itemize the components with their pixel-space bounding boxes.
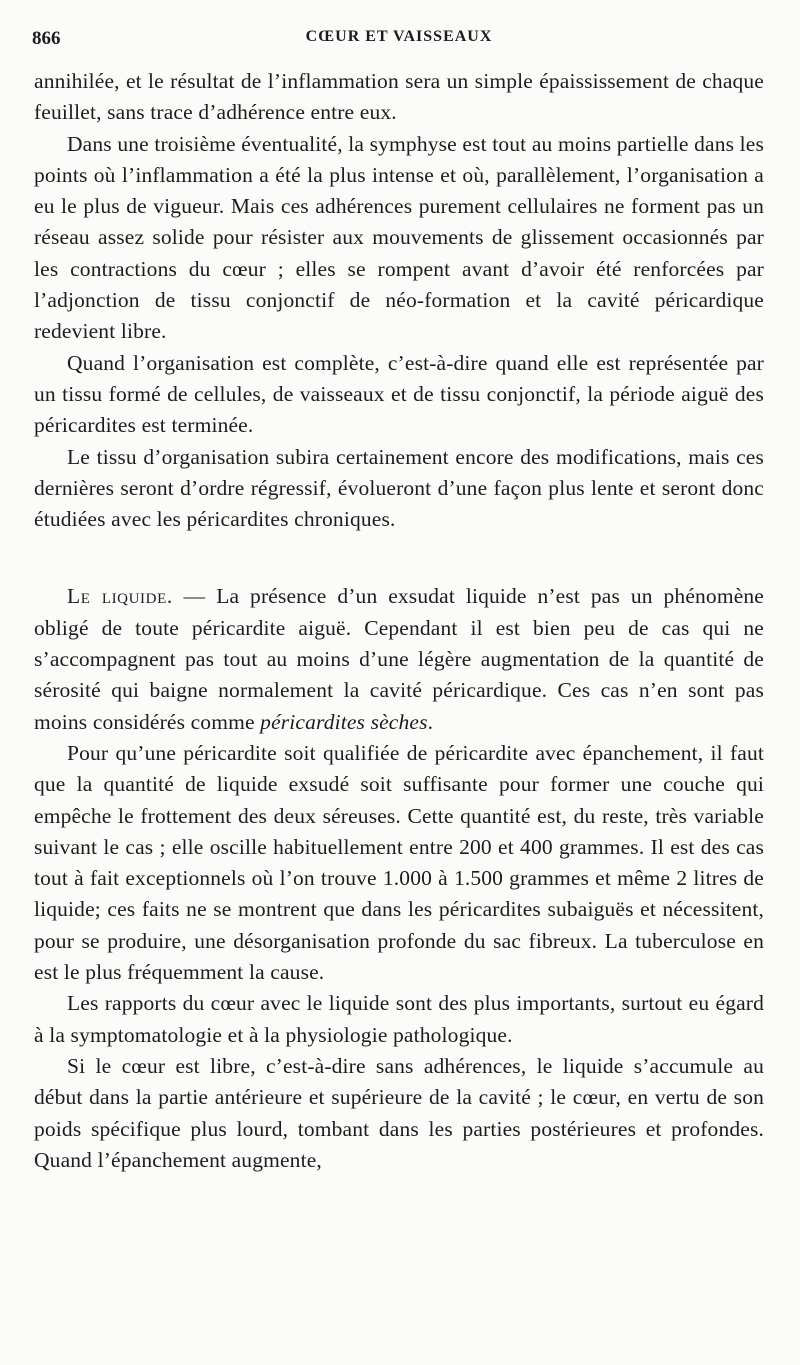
paragraph-symphyse: Dans une troisième éventualité, la symphyse est tout au moins partielle dans les points où l’inflammation a été la plus intense et où, parallèlement, l’organisation a eu le plus de vigueur. Mais ces adhérences purement cellulaires ne forment pas un réseau assez solide pour résister aux mouvements de glissement occasionnés par les contractions du cœur ; elles se rompent avant d’avoir été renforcées par l’adjonction de tissu conjonctif de néo-formation et la cavité péricardique redevient libre.	[34, 131, 764, 344]
chapter-title: CŒUR ET VAISSEAUX	[305, 28, 493, 45]
emphasis-term: péricardites sèches	[260, 709, 428, 734]
paragraph-liquide	[34, 581, 764, 737]
paragraph-liquide-text: — La présence d’un exsudat liquide n’est pas un phénomène obligé de toute péricardite aiguë. Cependant il est bien peu de cas qui ne s’accompagnent pas tout au moins d’une légère augmentation de la quantité de sérosité qui baigne normalement la cavité péricardique. Ces cas n’en sont pas moins considérés comme	[34, 584, 764, 734]
section-heading: Le liquide.	[67, 584, 173, 609]
paragraph-organisation: Quand l’organisation est complète, c’est-à-dire quand elle est représentée par un tissu formé de cellules, de vaisseaux et de tissu conjonctif, la période aiguë des péricardites est terminée.	[34, 350, 764, 438]
page-number: 866	[32, 28, 61, 49]
body-text	[34, 66, 764, 1176]
paragraph-tissu: Le tissu d’organisation subira certainement encore des modifications, mais ces dernières seront d’ordre régressif, évolueront d’une façon plus lente et seront donc étudiées avec les péricardites chroniques.	[34, 444, 764, 532]
running-header	[32, 28, 766, 54]
paragraph-coeur-libre: Si le cœur est libre, c’est-à-dire sans adhérences, le liquide s’accumule au début dans la partie antérieure et supérieure de la cavité ; le cœur, en vertu de son poids spécifique plus lourd, tombant dans les parties postérieures et profondes. Quand l’épanchement augmente,	[34, 1053, 764, 1172]
paragraph-liquide-end: .	[427, 709, 434, 734]
paragraph-continuation: annihilée, et le résultat de l’inflammation sera un simple épaississement de chaque feuillet, sans trace d’adhérence entre eux.	[34, 69, 764, 125]
paragraph-epanchement: Pour qu’une péricardite soit qualifiée de péricardite avec épanchement, il faut que la quantité de liquide exsudé soit suffisante pour former une couche qui empêche le frottement des deux séreuses. Cette quantité est, du reste, très variable suivant le cas ; elle oscille habituellement entre 200 et 400 grammes. Il est des cas tout à fait exceptionnels où l’on trouve 1.000 à 1.500 grammes et même 2 litres de liquide; ces faits ne se montrent que dans les péricardites subaiguës et nécessitent, pour se produire, une désorganisation profonde du sac fibreux. La tuberculose en est le plus fréquemment la cause.	[34, 740, 764, 985]
paragraph-rapports: Les rapports du cœur avec le liquide sont des plus importants, surtout eu égard à la symptomatologie et à la physiologie pathologique.	[34, 991, 764, 1047]
